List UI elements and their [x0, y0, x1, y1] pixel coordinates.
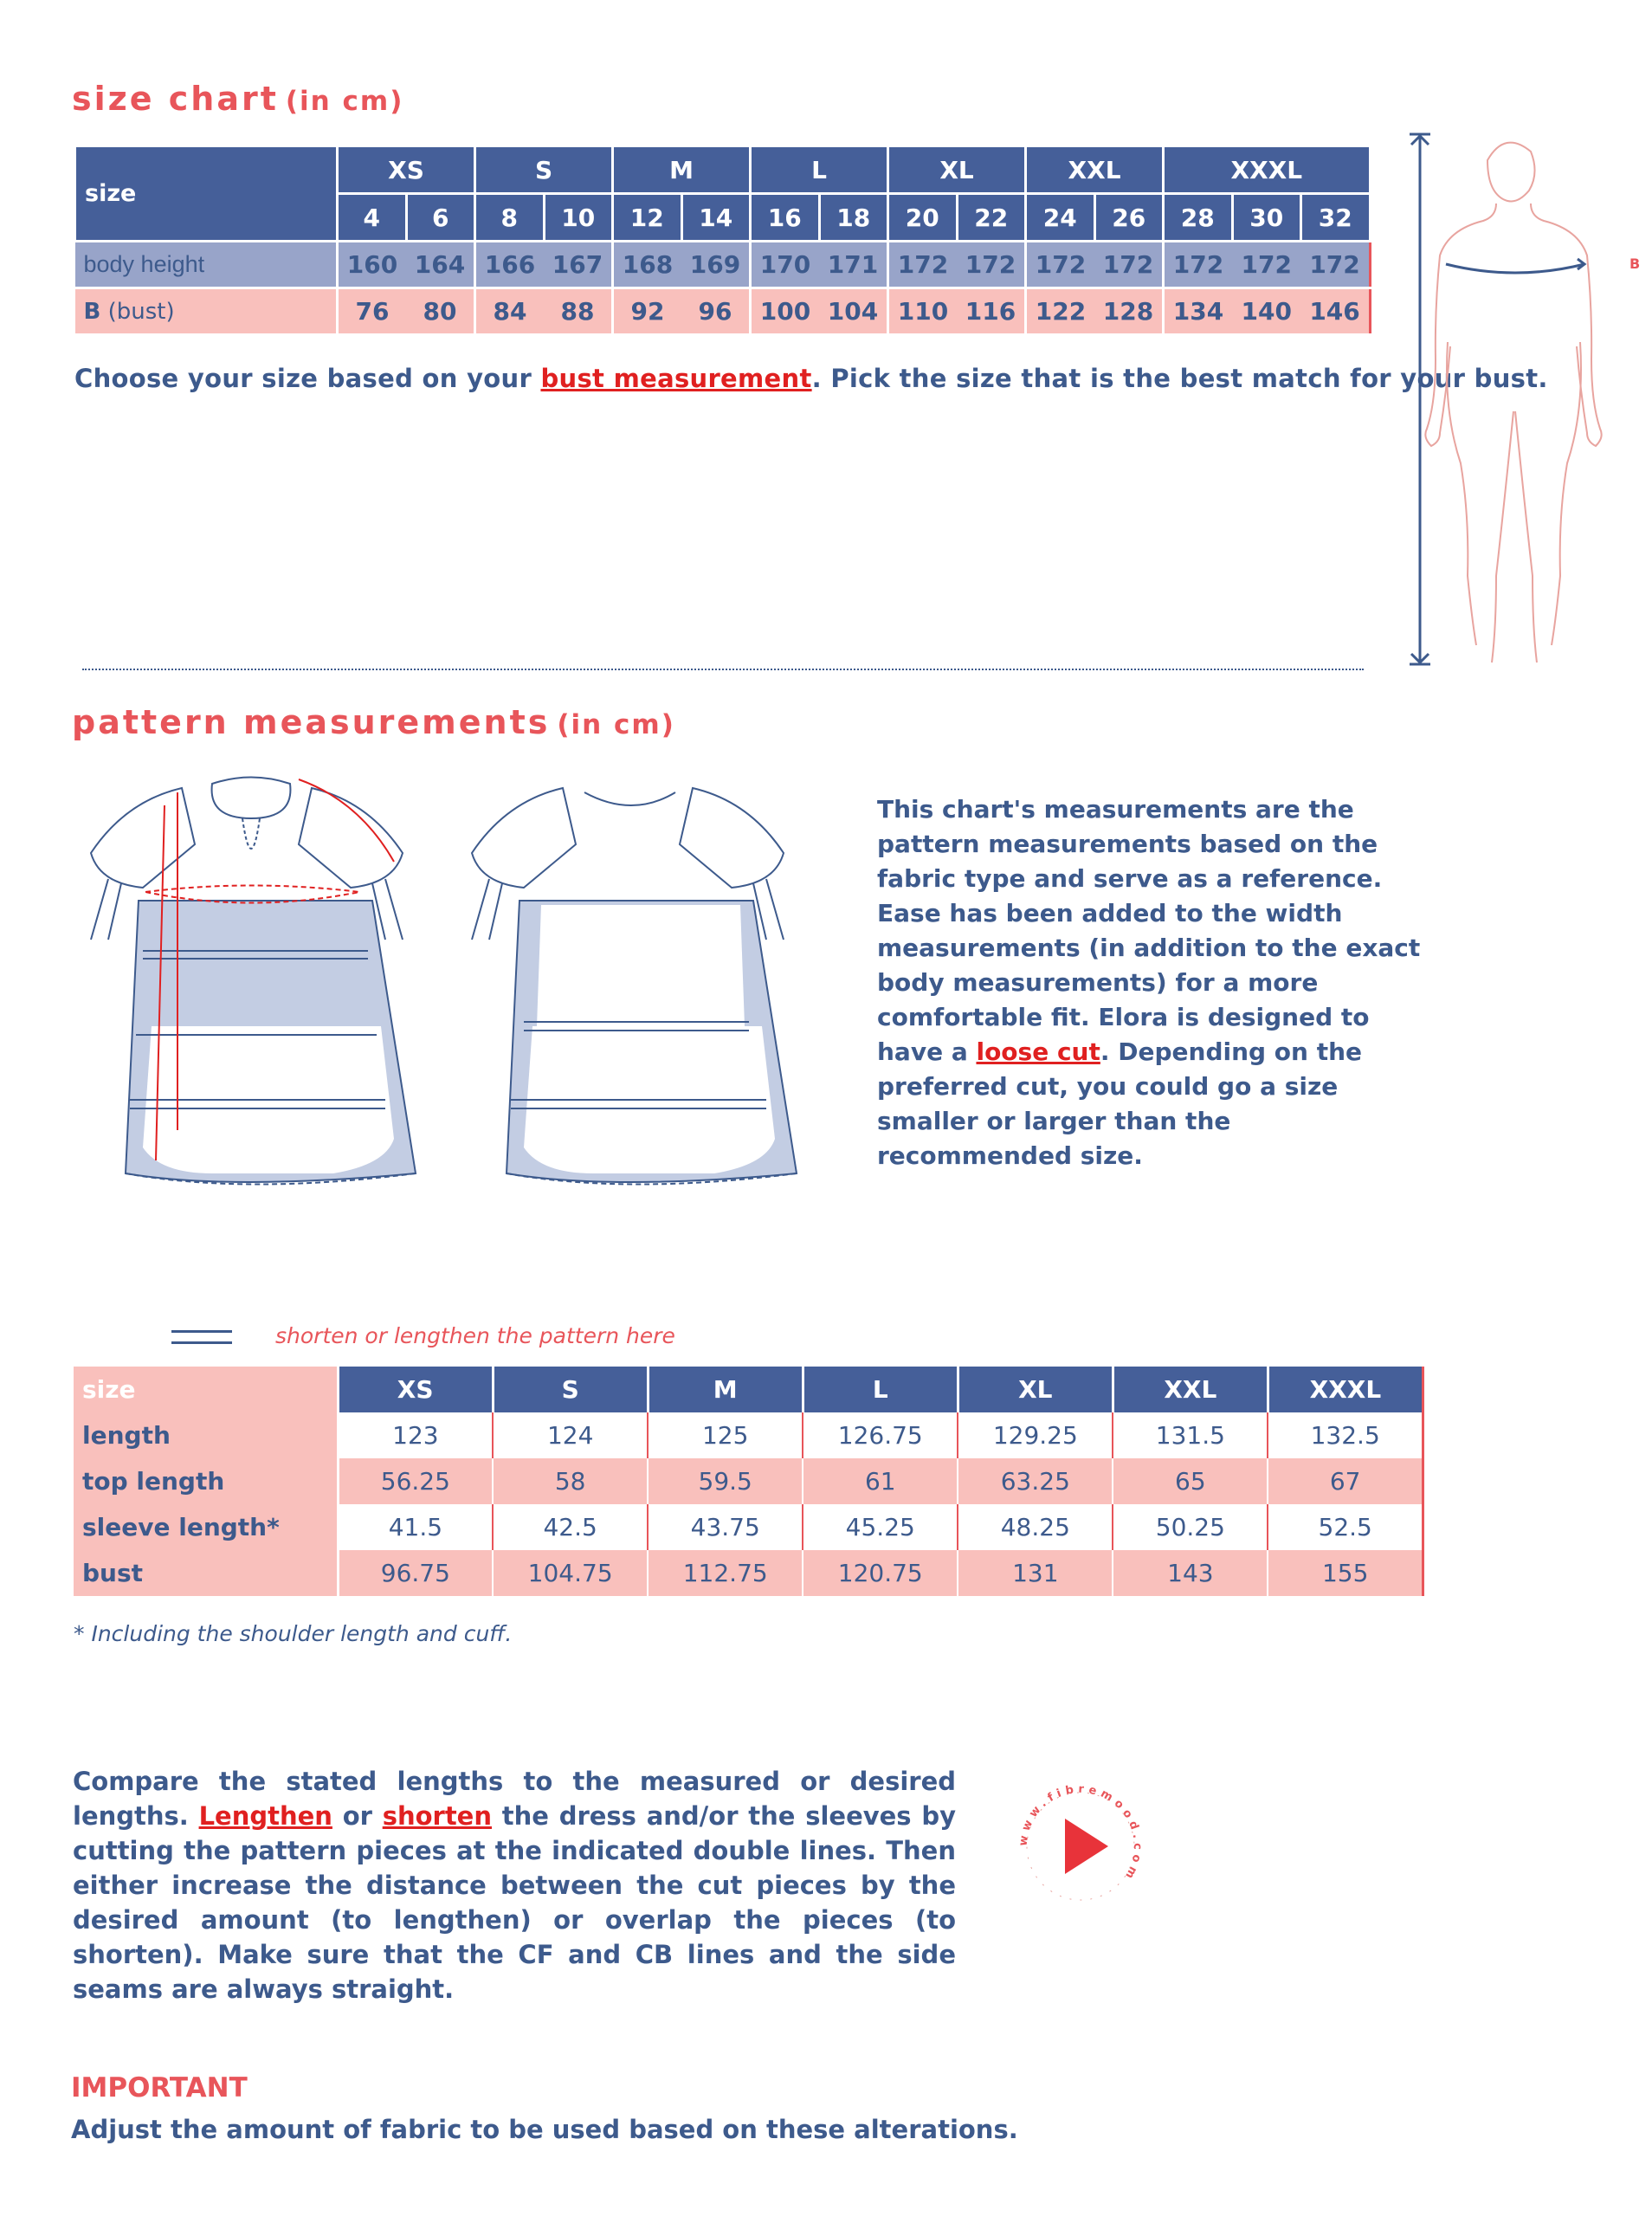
pattern-size-column-header: M	[648, 1367, 803, 1412]
size-number: 28	[1164, 194, 1233, 242]
size-chart-title-text: size chart	[72, 80, 279, 118]
pattern-size-column-header: XXL	[1113, 1367, 1268, 1412]
dress-front-icon	[91, 778, 416, 1287]
legend-double-line-icon	[171, 1330, 232, 1344]
alteration-text	[73, 1764, 956, 2007]
bust-value: 104	[819, 288, 888, 335]
alter-p1: Compare the stated lengths to the measured or desired lengths.	[73, 1767, 956, 1831]
bust-value: 110	[888, 288, 958, 335]
bust-value: 128	[1094, 288, 1164, 335]
pattern-row	[74, 1550, 1423, 1596]
bust-value: 140	[1232, 288, 1301, 335]
section-divider	[82, 669, 1364, 670]
pattern-size-column-header: XS	[338, 1367, 493, 1412]
size-number: 18	[819, 194, 888, 242]
bust-value: 80	[406, 288, 475, 335]
pattern-row	[74, 1412, 1423, 1458]
pattern-value: 123	[338, 1412, 493, 1458]
dress-illustration	[74, 766, 836, 1286]
pattern-title-text: pattern measurements	[72, 703, 551, 741]
pattern-size-column-header: XL	[958, 1367, 1113, 1412]
important-heading: IMPORTANT	[71, 2072, 248, 2104]
pattern-value: 63.25	[958, 1458, 1113, 1504]
pattern-value: 45.25	[803, 1504, 958, 1550]
shorten-link[interactable]: shorten	[382, 1801, 492, 1831]
pattern-value: 67	[1268, 1458, 1423, 1504]
pattern-row-label: length	[74, 1412, 338, 1458]
size-group-row	[75, 146, 1371, 194]
play-icon	[994, 1760, 1167, 1933]
body-height-value: 164	[406, 242, 475, 288]
bust-label	[75, 288, 338, 335]
size-chart-unit: (in cm)	[285, 86, 404, 117]
footnote: * Including the shoulder length and cuff.	[74, 1621, 513, 1646]
pattern-value: 43.75	[648, 1504, 803, 1550]
important-text: Adjust the amount of fabric to be used based on these alterations.	[71, 2115, 1018, 2144]
bust-value: 84	[475, 288, 545, 335]
bust-value: 122	[1026, 288, 1095, 335]
pattern-value: 61	[803, 1458, 958, 1504]
pattern-value: 50.25	[1113, 1504, 1268, 1550]
pattern-row-label: sleeve length*	[74, 1504, 338, 1550]
size-group: M	[613, 146, 751, 194]
pattern-size-header: size	[74, 1367, 338, 1412]
body-height-value: 172	[1301, 242, 1371, 288]
pattern-row-label: bust	[74, 1550, 338, 1596]
bust-value: 134	[1164, 288, 1233, 335]
dress-back-icon	[472, 788, 797, 1185]
body-height-value: 166	[475, 242, 545, 288]
pattern-value: 124	[493, 1412, 648, 1458]
pattern-value: 112.75	[648, 1550, 803, 1596]
pattern-title	[72, 703, 675, 741]
body-height-value: 172	[1164, 242, 1233, 288]
size-number: 8	[475, 194, 545, 242]
body-height-value: 167	[544, 242, 613, 288]
bust-row	[75, 288, 1371, 335]
description-pre: This chart's measurements are the pattern measurements based on the fabric type and serve as a reference. Ease has been added to the width measurements (in addition to the exact body measurements) for a more comfortable fit. Elora is designed to have a	[877, 795, 1421, 1066]
size-group: XL	[888, 146, 1026, 194]
figure-b-label: B	[1629, 255, 1641, 272]
pattern-value: 129.25	[958, 1412, 1113, 1458]
pattern-size-column-header: S	[493, 1367, 648, 1412]
pattern-value: 132.5	[1268, 1412, 1423, 1458]
size-number: 32	[1301, 194, 1371, 242]
loose-cut-link[interactable]: loose cut	[976, 1037, 1100, 1066]
alter-or: or	[332, 1801, 383, 1831]
size-number: 4	[338, 194, 407, 242]
legend-text: shorten or lengthen the pattern here	[275, 1323, 675, 1348]
pattern-description	[877, 792, 1431, 1173]
size-group: XXL	[1026, 146, 1164, 194]
bust-value: 92	[613, 288, 682, 335]
size-number: 24	[1026, 194, 1095, 242]
pattern-value: 125	[648, 1412, 803, 1458]
bust-label-b: B	[83, 298, 101, 325]
body-height-value: 172	[957, 242, 1026, 288]
video-play-button[interactable]	[994, 1760, 1167, 1933]
body-height-value: 160	[338, 242, 407, 288]
pattern-table	[74, 1367, 1424, 1596]
instruction-pre: Choose your size based on your	[74, 364, 541, 393]
size-instruction	[74, 364, 1548, 393]
size-number: 22	[957, 194, 1026, 242]
pattern-value: 126.75	[803, 1412, 958, 1458]
size-group: L	[751, 146, 888, 194]
body-height-value: 171	[819, 242, 888, 288]
size-group: XS	[338, 146, 475, 194]
body-figure-illustration	[1385, 126, 1645, 680]
size-chart-title	[72, 80, 403, 118]
description-post: . Depending on the preferred cut, you could go a size smaller or larger than the recommended size.	[877, 1037, 1363, 1170]
size-number: 14	[681, 194, 751, 242]
size-number: 26	[1094, 194, 1164, 242]
body-height-value: 172	[1026, 242, 1095, 288]
pattern-value: 131	[958, 1550, 1113, 1596]
pattern-value: 65	[1113, 1458, 1268, 1504]
bust-value: 116	[957, 288, 1026, 335]
pattern-row	[74, 1504, 1423, 1550]
bust-value: 76	[338, 288, 407, 335]
body-height-label: body height	[75, 242, 338, 288]
pattern-value: 143	[1113, 1550, 1268, 1596]
size-number: 20	[888, 194, 958, 242]
bust-label-rest: (bust)	[100, 298, 175, 325]
size-chart-table	[74, 145, 1371, 336]
bust-value: 96	[681, 288, 751, 335]
pattern-value: 155	[1268, 1550, 1423, 1596]
pattern-value: 104.75	[493, 1550, 648, 1596]
pattern-value: 131.5	[1113, 1412, 1268, 1458]
pattern-value: 59.5	[648, 1458, 803, 1504]
woman-outline-icon	[1425, 143, 1601, 662]
body-height-value: 169	[681, 242, 751, 288]
pattern-value: 58	[493, 1458, 648, 1504]
size-number: 10	[544, 194, 613, 242]
bust-value: 100	[751, 288, 820, 335]
size-number: 6	[406, 194, 475, 242]
bust-measurement-link[interactable]: bust measurement	[540, 364, 812, 393]
height-arrow	[1410, 134, 1430, 664]
body-height-value: 172	[1232, 242, 1301, 288]
body-height-value: 170	[751, 242, 820, 288]
pattern-value: 96.75	[338, 1550, 493, 1596]
pattern-row	[74, 1458, 1423, 1504]
pattern-value: 42.5	[493, 1504, 648, 1550]
pattern-size-column-header: L	[803, 1367, 958, 1412]
logo-circle-text: www.fibremood.com	[1016, 1782, 1145, 1885]
pattern-row-label: top length	[74, 1458, 338, 1504]
size-group: XXXL	[1164, 146, 1371, 194]
size-group: S	[475, 146, 613, 194]
bust-value: 88	[544, 288, 613, 335]
size-number: 30	[1232, 194, 1301, 242]
pattern-value: 120.75	[803, 1550, 958, 1596]
pattern-value: 41.5	[338, 1504, 493, 1550]
lengthen-link[interactable]: Lengthen	[198, 1801, 332, 1831]
pattern-value: 56.25	[338, 1458, 493, 1504]
size-header: size	[75, 146, 338, 242]
bust-value: 146	[1301, 288, 1371, 335]
body-height-row	[75, 242, 1371, 288]
body-height-value: 172	[1094, 242, 1164, 288]
pattern-value: 48.25	[958, 1504, 1113, 1550]
pattern-value: 52.5	[1268, 1504, 1423, 1550]
instruction-post: . Pick the size that is the best match for your bust.	[811, 364, 1548, 393]
pattern-size-column-header: XXXL	[1268, 1367, 1423, 1412]
pattern-header-row	[74, 1367, 1423, 1412]
alter-p2: the dress and/or the sleeves by cutting the pattern pieces at the indicated double lines. Then either increase the distance between the cut pieces by the desired amount (to lengthen) or overlap the pieces (to shorten). Make sure that the CF and CB lines and the side seams are always straight.	[73, 1801, 956, 2004]
body-height-value: 172	[888, 242, 958, 288]
pattern-unit: (in cm)	[557, 709, 675, 740]
size-number: 12	[613, 194, 682, 242]
body-height-value: 168	[613, 242, 682, 288]
size-number: 16	[751, 194, 820, 242]
bust-line	[1446, 259, 1584, 273]
